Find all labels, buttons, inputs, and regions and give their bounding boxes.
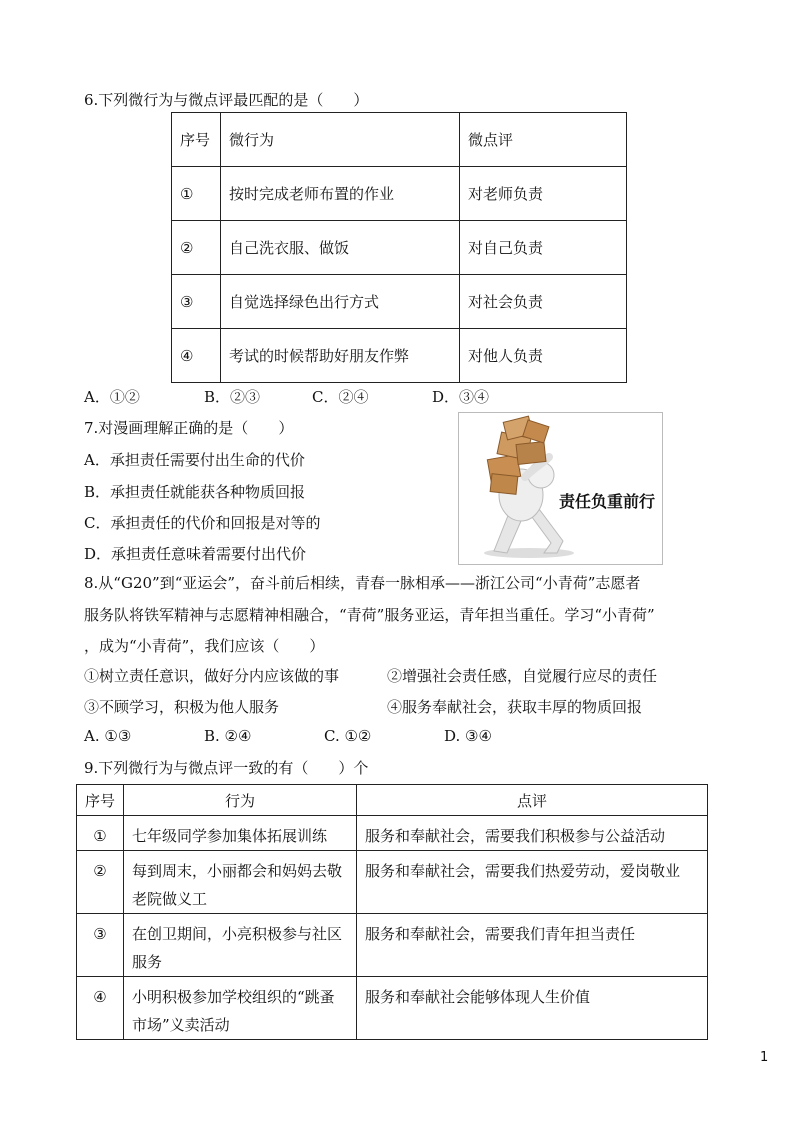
q8-option-b: B. ②④ <box>204 727 252 745</box>
table-header-cell: 点评 <box>357 785 708 816</box>
table-row <box>77 816 708 851</box>
q8-statement-1: ①树立责任意识，做好分内应该做的事 <box>84 667 340 685</box>
table-cell: 在创卫期间，小亮积极参与社区服务 <box>124 914 357 977</box>
q6-stem: 6.下列微行为与微点评最匹配的是（ ） <box>84 91 369 109</box>
table-cell: ① <box>77 816 124 851</box>
q8-option-d: D. ③④ <box>444 727 492 745</box>
table-cell: ④ <box>172 329 221 383</box>
table-row <box>77 785 708 816</box>
table-row <box>172 329 627 383</box>
table-cell: 按时完成老师布置的作业 <box>221 167 460 221</box>
q9-stem: 9.下列微行为与微点评一致的有（ ）个 <box>84 759 369 777</box>
table-row <box>77 977 708 1040</box>
cartoon-caption: 责任负重前行 <box>559 492 656 511</box>
table-header-cell: 序号 <box>172 113 221 167</box>
table-header-cell: 微点评 <box>460 113 627 167</box>
q7-option-d: D．承担责任意味着需要付出代价 <box>84 545 307 563</box>
q6-option-b: B．②③ <box>204 388 261 406</box>
q8-statement-3: ③不顾学习，积极为他人服务 <box>84 698 280 716</box>
table-cell: ② <box>172 221 221 275</box>
table-cell: 自觉选择绿色出行方式 <box>221 275 460 329</box>
q6-option-c: C．②④ <box>312 388 369 406</box>
page-number: 1 <box>760 1050 769 1065</box>
table-cell: ② <box>77 851 124 914</box>
table-row <box>172 221 627 275</box>
table-cell: ③ <box>77 914 124 977</box>
table-header-cell: 微行为 <box>221 113 460 167</box>
q8-option-c: C. ①② <box>324 727 372 745</box>
q7-option-a: A．承担责任需要付出生命的代价 <box>84 451 305 469</box>
table-row <box>77 914 708 977</box>
table-cell: ③ <box>172 275 221 329</box>
table-row <box>77 851 708 914</box>
table-row <box>172 275 627 329</box>
q6-table <box>171 112 627 383</box>
q7-stem: 7.对漫画理解正确的是（ ） <box>84 419 294 437</box>
table-cell: 对社会负责 <box>460 275 627 329</box>
table-cell: 服务和奉献社会，需要我们积极参与公益活动 <box>357 816 708 851</box>
table-header-cell: 行为 <box>124 785 357 816</box>
q8-stem-line-2: 服务队将铁军精神与志愿精神相融合，“青荷”服务亚运，青年担当重任。学习“小青荷” <box>84 606 655 624</box>
table-cell: 服务和奉献社会，需要我们青年担当责任 <box>357 914 708 977</box>
table-cell: 服务和奉献社会能够体现人生价值 <box>357 977 708 1040</box>
cartoon-image <box>458 412 663 565</box>
table-row <box>172 113 627 167</box>
table-cell: 小明积极参加学校组织的“跳蚤市场”义卖活动 <box>124 977 357 1040</box>
q8-stem-line-1: 8.从“G20”到“亚运会”，奋斗前后相续，青春一脉相承——浙江公司“小青荷”志愿者 <box>84 574 641 592</box>
table-row <box>172 167 627 221</box>
table-cell: ① <box>172 167 221 221</box>
table-cell: 自己洗衣服、做饭 <box>221 221 460 275</box>
table-cell: 每到周末，小丽都会和妈妈去敬老院做义工 <box>124 851 357 914</box>
q8-option-a: A. ①③ <box>84 727 132 745</box>
table-cell: 七年级同学参加集体拓展训练 <box>124 816 357 851</box>
table-cell: 对自己负责 <box>460 221 627 275</box>
table-cell: 服务和奉献社会，需要我们热爱劳动，爱岗敬业 <box>357 851 708 914</box>
table-cell: 对他人负责 <box>460 329 627 383</box>
q8-statement-4: ④服务奉献社会，获取丰厚的物质回报 <box>387 698 643 716</box>
table-cell: 考试的时候帮助好朋友作弊 <box>221 329 460 383</box>
q9-table <box>76 784 708 1040</box>
q7-option-c: C．承担责任的代价和回报是对等的 <box>84 514 321 532</box>
q8-statement-2: ②增强社会责任感，自觉履行应尽的责任 <box>387 667 658 685</box>
q8-stem-line-3: ，成为“小青荷”，我们应该（ ） <box>84 637 325 655</box>
q7-option-b: B．承担责任就能获各种物质回报 <box>84 483 306 501</box>
q6-option-d: D．③④ <box>432 388 490 406</box>
table-cell: ④ <box>77 977 124 1040</box>
table-cell: 对老师负责 <box>460 167 627 221</box>
table-header-cell: 序号 <box>77 785 124 816</box>
q6-option-a: A．①② <box>84 388 140 406</box>
